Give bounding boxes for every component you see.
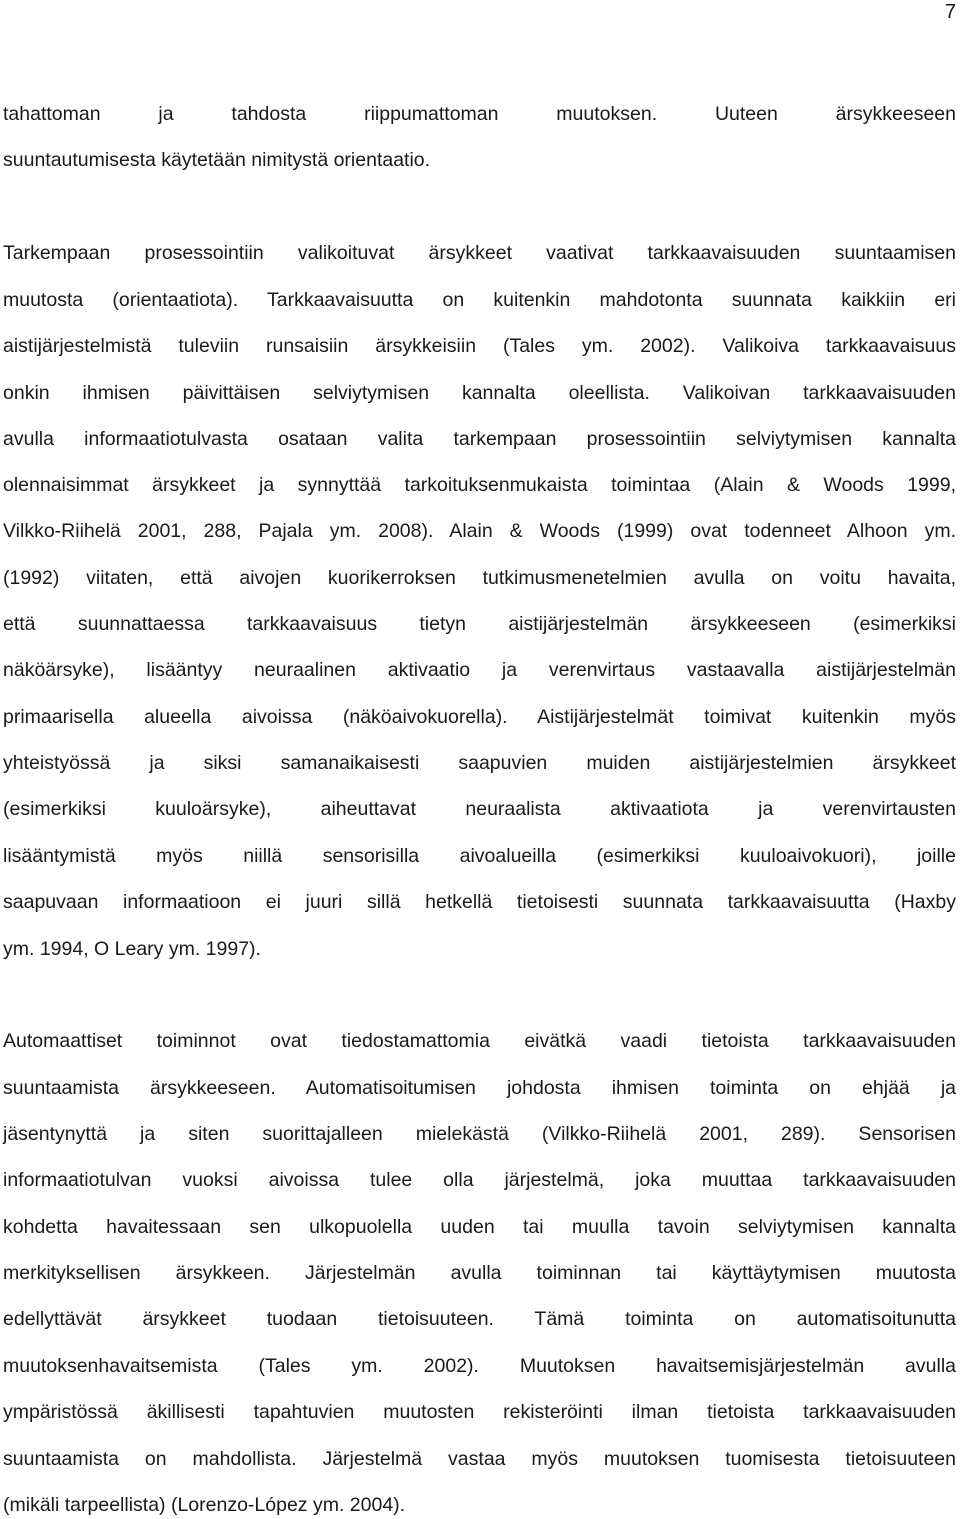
- text-line: (mikäli tarpeellista) (Lorenzo-López ym. 2004).: [3, 1494, 406, 1516]
- text-line: Vilkko-Riihelä 2001, 288, Pajala ym. 2008). Alain & Woods (1999) ovat todenneet Alhoon ym.: [3, 520, 956, 542]
- text-line: aistijärjestelmistä tuleviin runsaisiin ärsykkeisiin (Tales ym. 2002). Valikoiva tarkkaavaisuus: [3, 335, 956, 357]
- text-line: suuntaamista on mahdollista. Järjestelmä vastaa myös muutoksen tuomisesta tietoisuuteen: [3, 1448, 956, 1470]
- text-line: avulla informaatiotulvasta osataan valita tarkempaan prosessointiin selviytymisen kannalta: [3, 428, 956, 450]
- text-line: tahattoman ja tahdosta riippumattoman muutoksen. Uuteen ärsykkeeseen: [3, 103, 956, 125]
- text-line: yhteistyössä ja siksi samanaikaisesti saapuvien muiden aistijärjestelmien ärsykkeet: [3, 752, 956, 774]
- text-line: (1992) viitaten, että aivojen kuorikerroksen tutkimusmenetelmien avulla on voitu havaita,: [3, 567, 956, 589]
- text-line: saapuvaan informaatioon ei juuri sillä hetkellä tietoisesti suunnata tarkkaavaisuutta (Haxby: [3, 891, 956, 913]
- text-line: Tarkempaan prosessointiin valikoituvat ärsykkeet vaativat tarkkaavaisuuden suuntaamisen: [3, 242, 956, 264]
- text-line: primaarisella alueella aivoissa (näköaivokuorella). Aistijärjestelmät toimivat kuitenkin myös: [3, 706, 956, 728]
- text-line: olennaisimmat ärsykkeet ja synnyttää tarkoituksenmukaista toimintaa (Alain & Woods 1999,: [3, 474, 956, 496]
- text-line: suuntaamista ärsykkeeseen. Automatisoitumisen johdosta ihmisen toiminta on ehjää ja: [3, 1077, 956, 1099]
- text-line: (esimerkiksi kuuloärsyke), aiheuttavat neuraalista aktivaatiota ja verenvirtausten: [3, 798, 956, 820]
- text-line: merkityksellisen ärsykkeen. Järjestelmän avulla toiminnan tai käyttäytymisen muutosta: [3, 1262, 956, 1284]
- text-line: Automaattiset toiminnot ovat tiedostamattomia eivätkä vaadi tietoista tarkkaavaisuuden: [3, 1030, 956, 1052]
- text-line: informaatiotulvan vuoksi aivoissa tulee olla järjestelmä, joka muuttaa tarkkaavaisuuden: [3, 1169, 956, 1191]
- text-line: muutoksenhavaitsemista (Tales ym. 2002). Muutoksen havaitsemisjärjestelmän avulla: [3, 1355, 956, 1377]
- text-line: onkin ihmisen päivittäisen selviytymisen kannalta oleellista. Valikoivan tarkkaavaisuuden: [3, 382, 956, 404]
- text-line: suuntautumisesta käytetään nimitystä orientaatio.: [3, 149, 431, 171]
- text-line: lisääntymistä myös niillä sensorisilla aivoalueilla (esimerkiksi kuuloaivokuori), joille: [3, 845, 956, 867]
- text-line: jäsentynyttä ja siten suorittajalleen mielekästä (Vilkko-Riihelä 2001, 289). Sensorisen: [3, 1123, 956, 1145]
- text-line: ympäristössä äkillisesti tapahtuvien muutosten rekisteröinti ilman tietoista tarkkaavaisuuden: [3, 1401, 956, 1423]
- text-line: että suunnattaessa tarkkaavaisuus tietyn aistijärjestelmän ärsykkeeseen (esimerkiksi: [3, 613, 956, 635]
- page-number: 7: [944, 1, 956, 23]
- text-line: muutosta (orientaatiota). Tarkkaavaisuutta on kuitenkin mahdotonta suunnata kaikkiin eri: [3, 289, 956, 311]
- text-line: edellyttävät ärsykkeet tuodaan tietoisuuteen. Tämä toiminta on automatisoitunutta: [3, 1308, 956, 1330]
- text-line: näköärsyke), lisääntyy neuraalinen aktivaatio ja verenvirtaus vastaavalla aistijärjestelmän: [3, 659, 956, 681]
- text-line: kohdetta havaitessaan sen ulkopuolella uuden tai muulla tavoin selviytymisen kannalta: [3, 1216, 956, 1238]
- text-line: ym. 1994, O Leary ym. 1997).: [3, 938, 261, 960]
